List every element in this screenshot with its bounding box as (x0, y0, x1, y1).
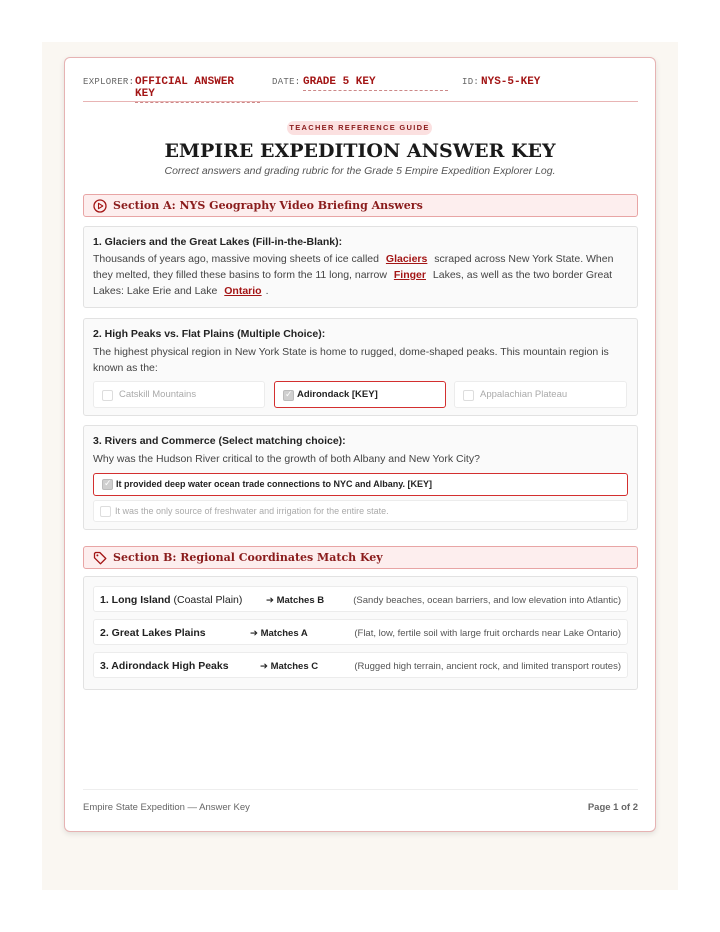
option-trade-key[interactable] (93, 473, 628, 496)
page-title: EMPIRE EXPEDITION ANSWER KEY (164, 140, 556, 162)
match-key-card (83, 576, 638, 690)
checkbox[interactable] (463, 390, 474, 401)
match-region (100, 594, 242, 606)
match-row (93, 652, 628, 678)
play-circle-icon (93, 199, 107, 213)
question-3-card (83, 425, 638, 530)
answer-key-page (64, 57, 656, 832)
option-appalachian[interactable] (454, 381, 627, 408)
footer-title: Empire State Expedition — Answer Key (83, 802, 250, 813)
section-b-heading (83, 546, 638, 569)
page-footer (83, 789, 638, 813)
q1-text-part: . (265, 285, 269, 297)
match-row (93, 586, 628, 612)
checked-checkbox[interactable] (283, 390, 294, 401)
answer-glaciers: Glaciers (385, 253, 428, 265)
match-row (93, 619, 628, 645)
option-label: Catskill Mountains (119, 389, 197, 400)
answer-finger: Finger (393, 269, 426, 281)
match-description: (Rugged high terrain, ancient rock, and limited transport routes) (354, 661, 621, 672)
option-label: It was the only source of freshwater and irrigation for the entire state. (115, 506, 389, 516)
question-2-text: The highest physical region in New York State is home to rugged, dome-shaped peaks. This mountain region is known as the: (93, 346, 609, 374)
region-name: 1. Long Island (100, 594, 171, 606)
match-answer: ➔ Matches A (250, 628, 308, 639)
question-1-text (93, 251, 633, 299)
match-answer: ➔ Matches B (266, 595, 325, 606)
match-region (100, 627, 206, 639)
option-label: Appalachian Plateau (480, 389, 568, 400)
option-freshwater[interactable] (93, 500, 628, 522)
option-catskill[interactable] (93, 381, 265, 408)
header-fields (83, 76, 638, 102)
match-region (100, 660, 229, 672)
region-extra: (Coastal Plain) (173, 594, 243, 606)
option-label: Adirondack [KEY] (297, 389, 378, 400)
explorer-field[interactable]: OFFICIAL ANSWER KEY (135, 76, 260, 103)
question-3-text: Why was the Hudson River critical to the growth of both Albany and New York City? (93, 453, 480, 465)
teacher-guide-badge: TEACHER REFERENCE GUIDE (287, 121, 432, 135)
date-field[interactable]: GRADE 5 KEY (303, 76, 448, 91)
answer-ontario: Ontario (224, 285, 262, 297)
date-label: DATE: (272, 77, 301, 87)
checkbox[interactable] (100, 506, 111, 517)
section-a-heading (83, 194, 638, 217)
question-1-title: 1. Glaciers and the Great Lakes (Fill-in-the-Blank): (93, 236, 343, 248)
match-description: (Flat, low, fertile soil with large fruit orchards near Lake Ontario) (354, 628, 621, 639)
region-name: 2. Great Lakes Plains (100, 627, 206, 639)
option-adirondack-key[interactable] (274, 381, 446, 408)
tag-icon (93, 551, 107, 565)
region-name: 3. Adirondack High Peaks (100, 660, 229, 672)
question-2-title: 2. High Peaks vs. Flat Plains (Multiple Choice): (93, 328, 326, 340)
question-2-card (83, 318, 638, 416)
question-3-title: 3. Rivers and Commerce (Select matching choice): (93, 435, 346, 447)
checked-checkbox[interactable] (102, 479, 113, 490)
match-answer: ➔ Matches C (260, 661, 319, 672)
q1-text-part: Thousands of years ago, massive moving sheets of ice called (93, 253, 379, 265)
section-a-title: Section A: NYS Geography Video Briefing Answers (113, 199, 423, 212)
explorer-label: EXPLORER: (83, 77, 135, 87)
q1-text-part: scraped across New York State. When they melted, they filled these basins to form the 11 long, narrow (93, 253, 614, 281)
section-b-title: Section B: Regional Coordinates Match Key (113, 551, 383, 564)
page-subtitle: Correct answers and grading rubric for the Grade 5 Empire Expedition Explorer Log. (164, 165, 556, 177)
q1-text-part: Lakes, as well as the two border Great Lakes: Lake Erie and Lake (93, 269, 613, 297)
match-description: (Sandy beaches, ocean barriers, and low elevation into Atlantic) (353, 595, 621, 606)
page-number: Page 1 of 2 (587, 802, 638, 813)
question-1-card (83, 226, 638, 308)
id-field[interactable]: NYS-5-KEY (481, 76, 541, 88)
id-label: ID: (462, 77, 480, 87)
option-label: It provided deep water ocean trade connections to NYC and Albany. [KEY] (116, 479, 433, 489)
checkbox[interactable] (102, 390, 113, 401)
